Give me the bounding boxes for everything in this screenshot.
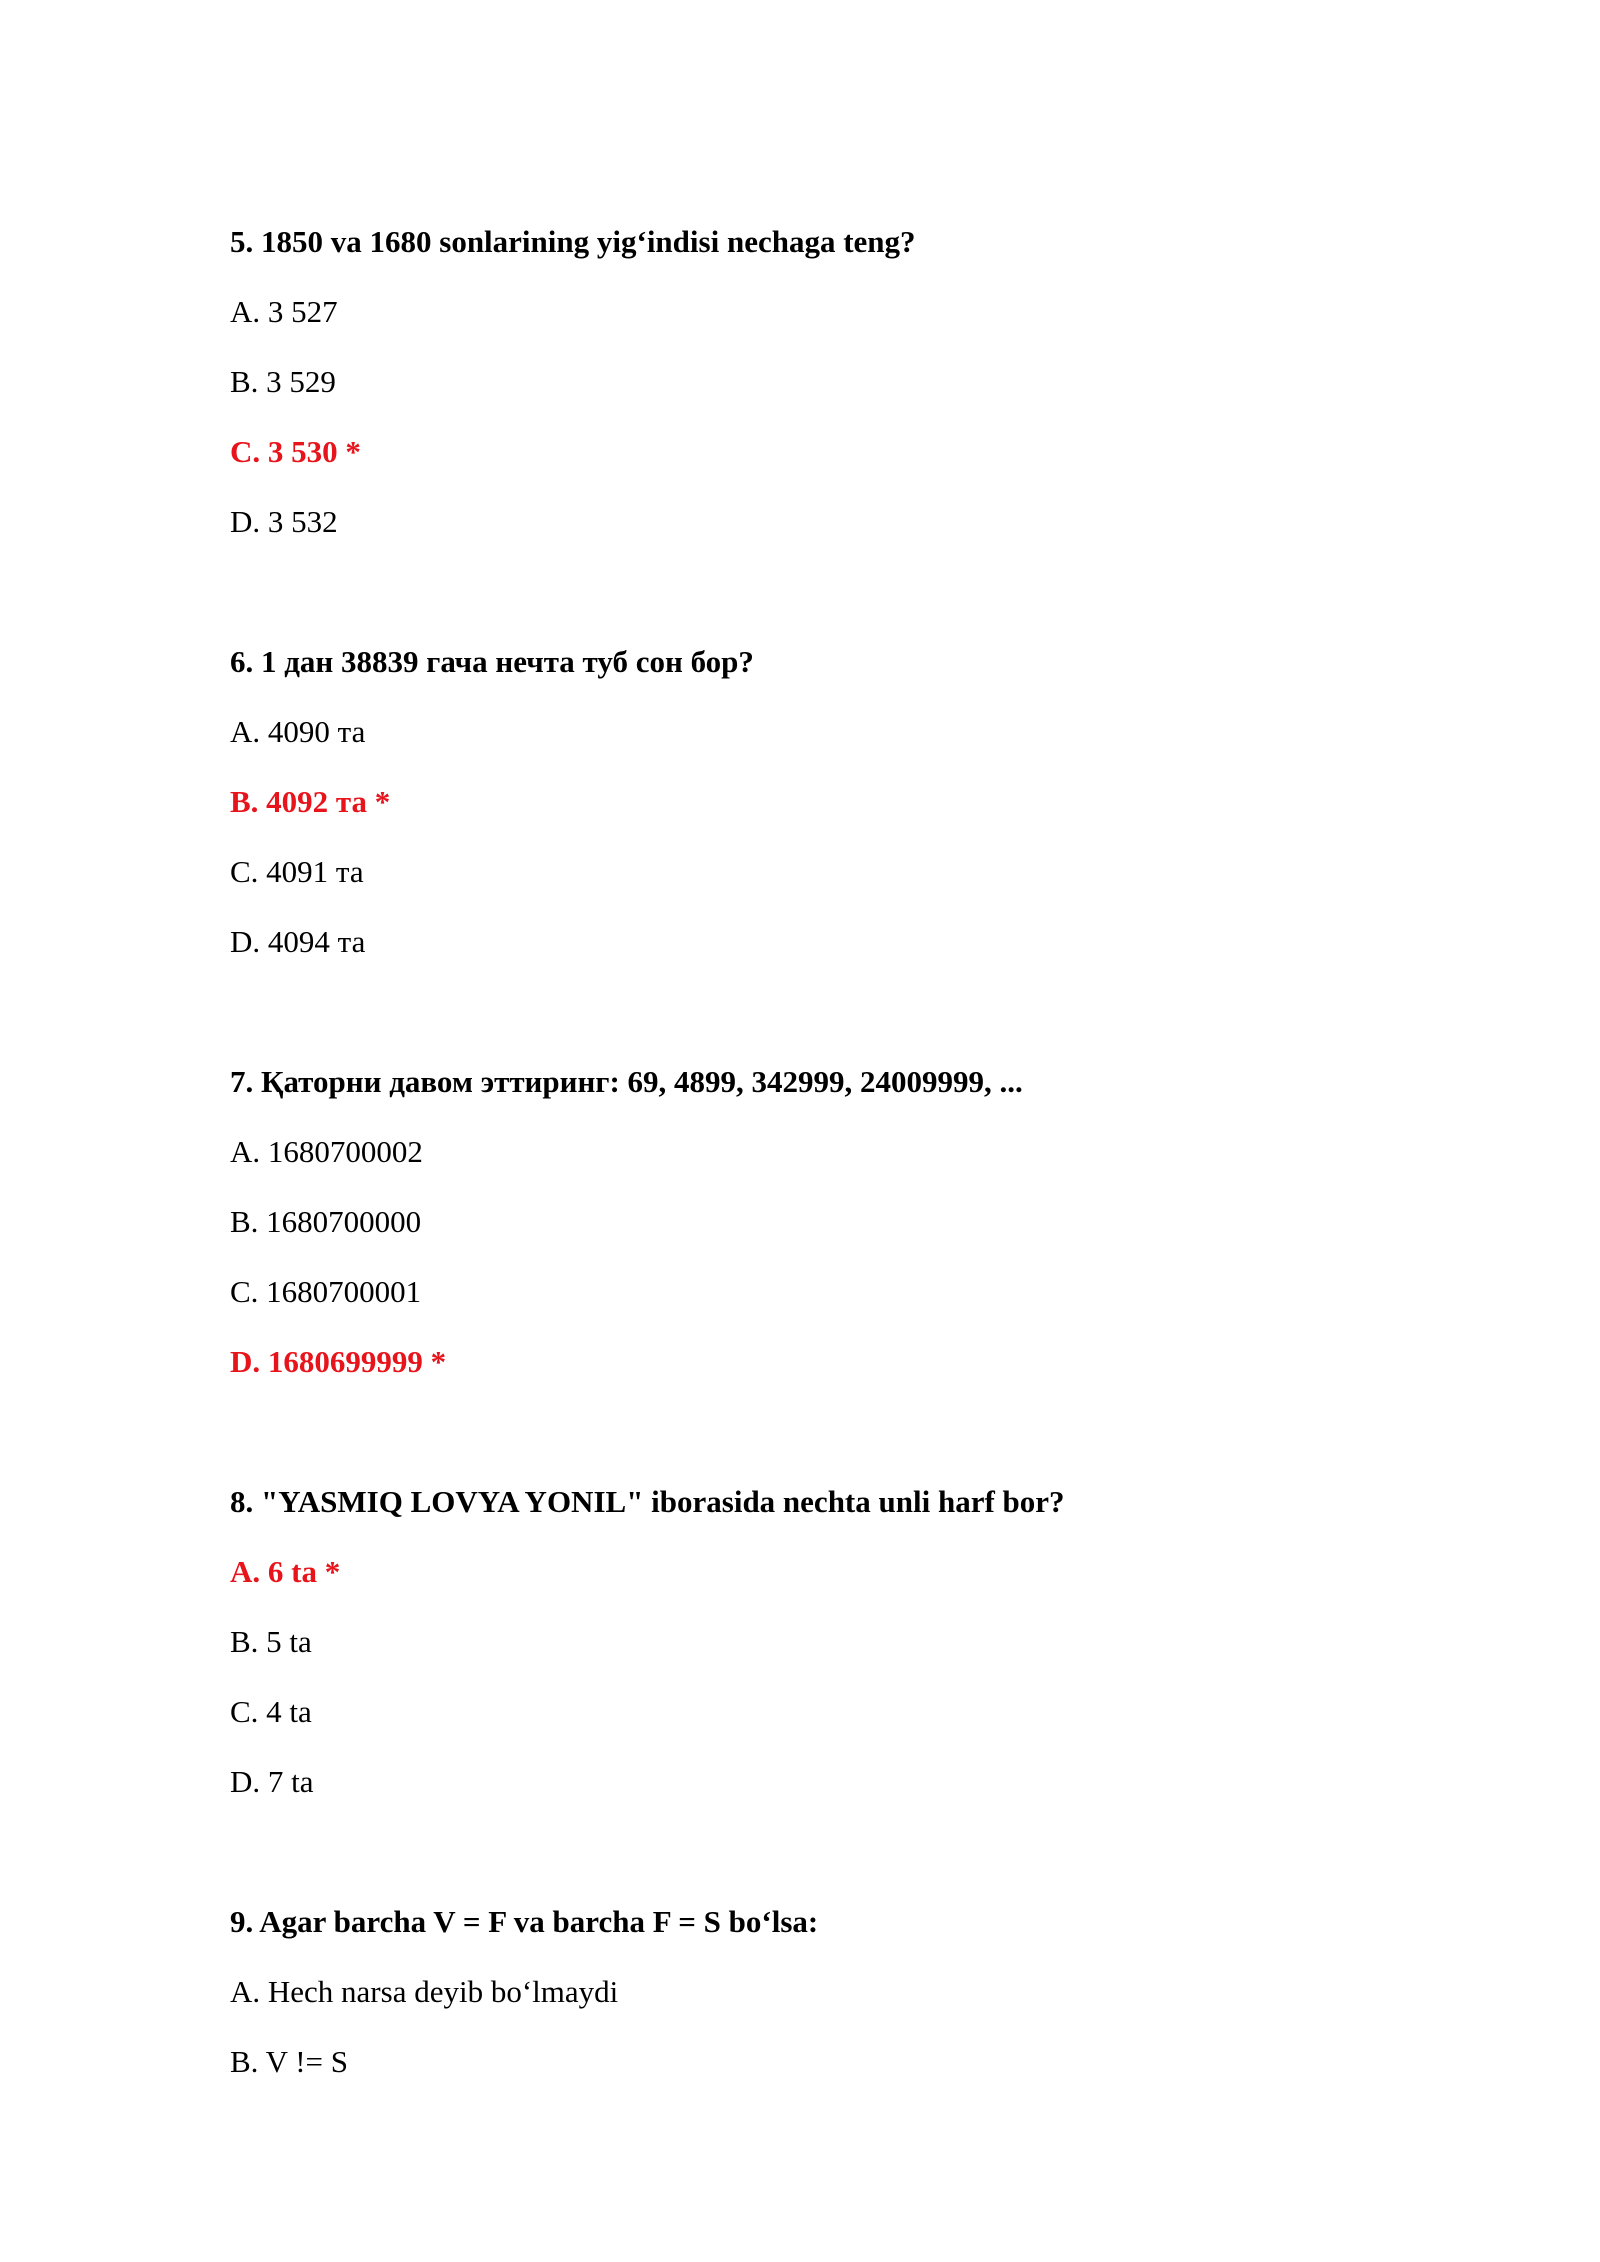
question-5 bbox=[230, 222, 1470, 542]
answer-option-c: C. 1680700001 bbox=[230, 1274, 422, 1309]
answer-option-b: B. 5 ta bbox=[230, 1624, 312, 1659]
answer-option-b: B. 3 529 bbox=[230, 364, 336, 399]
answer-option-a-correct: A. 6 ta * bbox=[230, 1554, 341, 1589]
question-title: 7. Қаторни давом эттиринг: 69, 4899, 342999, 24009999, ... bbox=[230, 1064, 1023, 1099]
answer-option-d: D. 4094 та bbox=[230, 924, 366, 959]
question-7 bbox=[230, 1062, 1470, 1382]
answer-option-b: B. 1680700000 bbox=[230, 1204, 422, 1239]
question-9 bbox=[230, 1902, 1470, 2082]
answer-option-b: B. V != S bbox=[230, 2044, 348, 2079]
question-title: 8. "YASMIQ LOVYA YONIL" iborasida nechta unli harf bor? bbox=[230, 1484, 1065, 1519]
answer-option-a: A. Hech narsa deyib bo‘lmaydi bbox=[230, 1974, 619, 2009]
answer-option-a: A. 4090 та bbox=[230, 714, 366, 749]
question-title: 6. 1 дан 38839 гача нечта туб сон бор? bbox=[230, 644, 754, 679]
question-title: 9. Agar barcha V = F va barcha F = S bo‘lsa: bbox=[230, 1904, 819, 1939]
question-title: 5. 1850 va 1680 sonlarining yig‘indisi nechaga teng? bbox=[230, 224, 916, 259]
answer-option-d: D. 3 532 bbox=[230, 504, 338, 539]
question-8 bbox=[230, 1482, 1470, 1802]
answer-option-d-correct: D. 1680699999 * bbox=[230, 1344, 447, 1379]
answer-option-c: C. 4091 та bbox=[230, 854, 364, 889]
answer-option-c-correct: C. 3 530 * bbox=[230, 434, 361, 469]
answer-option-b-correct: B. 4092 та * bbox=[230, 784, 391, 819]
answer-option-c: C. 4 ta bbox=[230, 1694, 312, 1729]
answer-option-d: D. 7 ta bbox=[230, 1764, 314, 1799]
answer-option-a: A. 3 527 bbox=[230, 294, 338, 329]
answer-option-a: A. 1680700002 bbox=[230, 1134, 423, 1169]
question-6 bbox=[230, 642, 1470, 962]
